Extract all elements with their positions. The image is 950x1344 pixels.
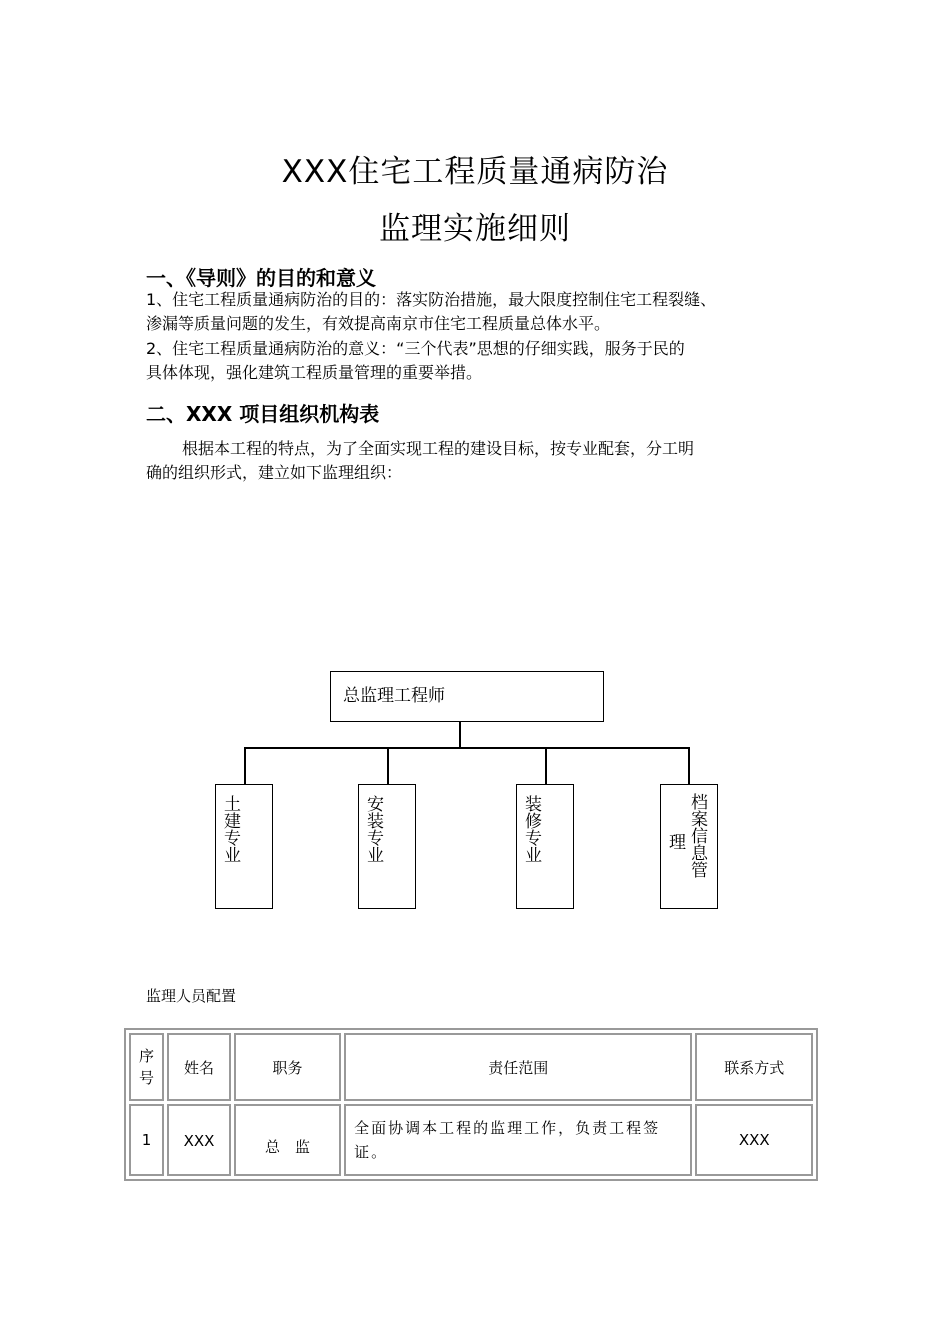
section1-heading: 一、《导则》的目的和意义 <box>146 266 376 290</box>
document-title-line1: XXX住宅工程质量通病防治 <box>281 154 669 190</box>
org-box-archives-label-col2: 理 <box>665 833 685 850</box>
header-contact: 联系方式 <box>695 1033 813 1101</box>
section1-paragraph1-line1: 1、住宅工程质量通病防治的目的：落实防治措施，最大限度控制住宅工程裂缝、 <box>146 290 717 309</box>
org-box-chief-engineer-label: 总监理工程师 <box>343 686 445 706</box>
staff-table <box>124 1028 818 1181</box>
section1-paragraph2-line2: 具体体现，强化建筑工程质量管理的重要举措。 <box>146 363 483 382</box>
section2-heading: 二、XXX 项目组织机构表 <box>146 402 380 426</box>
header-role: 职务 <box>234 1033 341 1101</box>
org-box-installation-label: 安装专业 <box>363 795 383 863</box>
section2-paragraph-line2: 确的组织形式，建立如下监理组织： <box>146 463 403 482</box>
org-connector-2 <box>387 747 389 784</box>
org-box-archives-label-col1: 档案信息管 <box>687 793 707 878</box>
org-connector-bar <box>244 747 689 749</box>
document-title-line2: 监理实施细则 <box>379 211 571 247</box>
cell-scope: 全面协调本工程的监理工作，负责工程签证。 <box>344 1104 692 1176</box>
org-box-installation <box>358 784 416 909</box>
org-connector-4 <box>688 747 690 784</box>
table-row <box>129 1104 813 1176</box>
org-connector-1 <box>244 747 246 784</box>
org-box-chief-engineer <box>330 671 604 722</box>
org-connector-3 <box>545 747 547 784</box>
org-box-archives <box>660 784 718 909</box>
staff-table-header-row <box>129 1033 813 1101</box>
org-connector-trunk <box>459 722 461 747</box>
cell-role: 总 监 <box>234 1104 341 1176</box>
section2-paragraph-line1: 根据本工程的特点，为了全面实现工程的建设目标，按专业配套，分工明 <box>182 439 695 458</box>
org-box-civil-label: 土建专业 <box>220 795 240 863</box>
staff-caption: 监理人员配置 <box>146 987 237 1005</box>
cell-seq: 1 <box>129 1104 164 1176</box>
cell-name: XXX <box>167 1104 231 1176</box>
cell-contact: XXX <box>695 1104 813 1176</box>
org-box-decoration-label: 装修专业 <box>521 795 541 863</box>
section1-paragraph1-line2: 渗漏等质量问题的发生，有效提高南京市住宅工程质量总体水平。 <box>146 314 611 333</box>
header-name: 姓名 <box>167 1033 231 1101</box>
org-box-civil <box>215 784 273 909</box>
header-seq: 序号 <box>129 1033 164 1101</box>
header-scope: 责任范围 <box>344 1033 692 1101</box>
org-box-decoration <box>516 784 574 909</box>
section1-paragraph2-line1: 2、住宅工程质量通病防治的意义：“三个代表”思想的仔细实践，服务于民的 <box>146 339 685 358</box>
